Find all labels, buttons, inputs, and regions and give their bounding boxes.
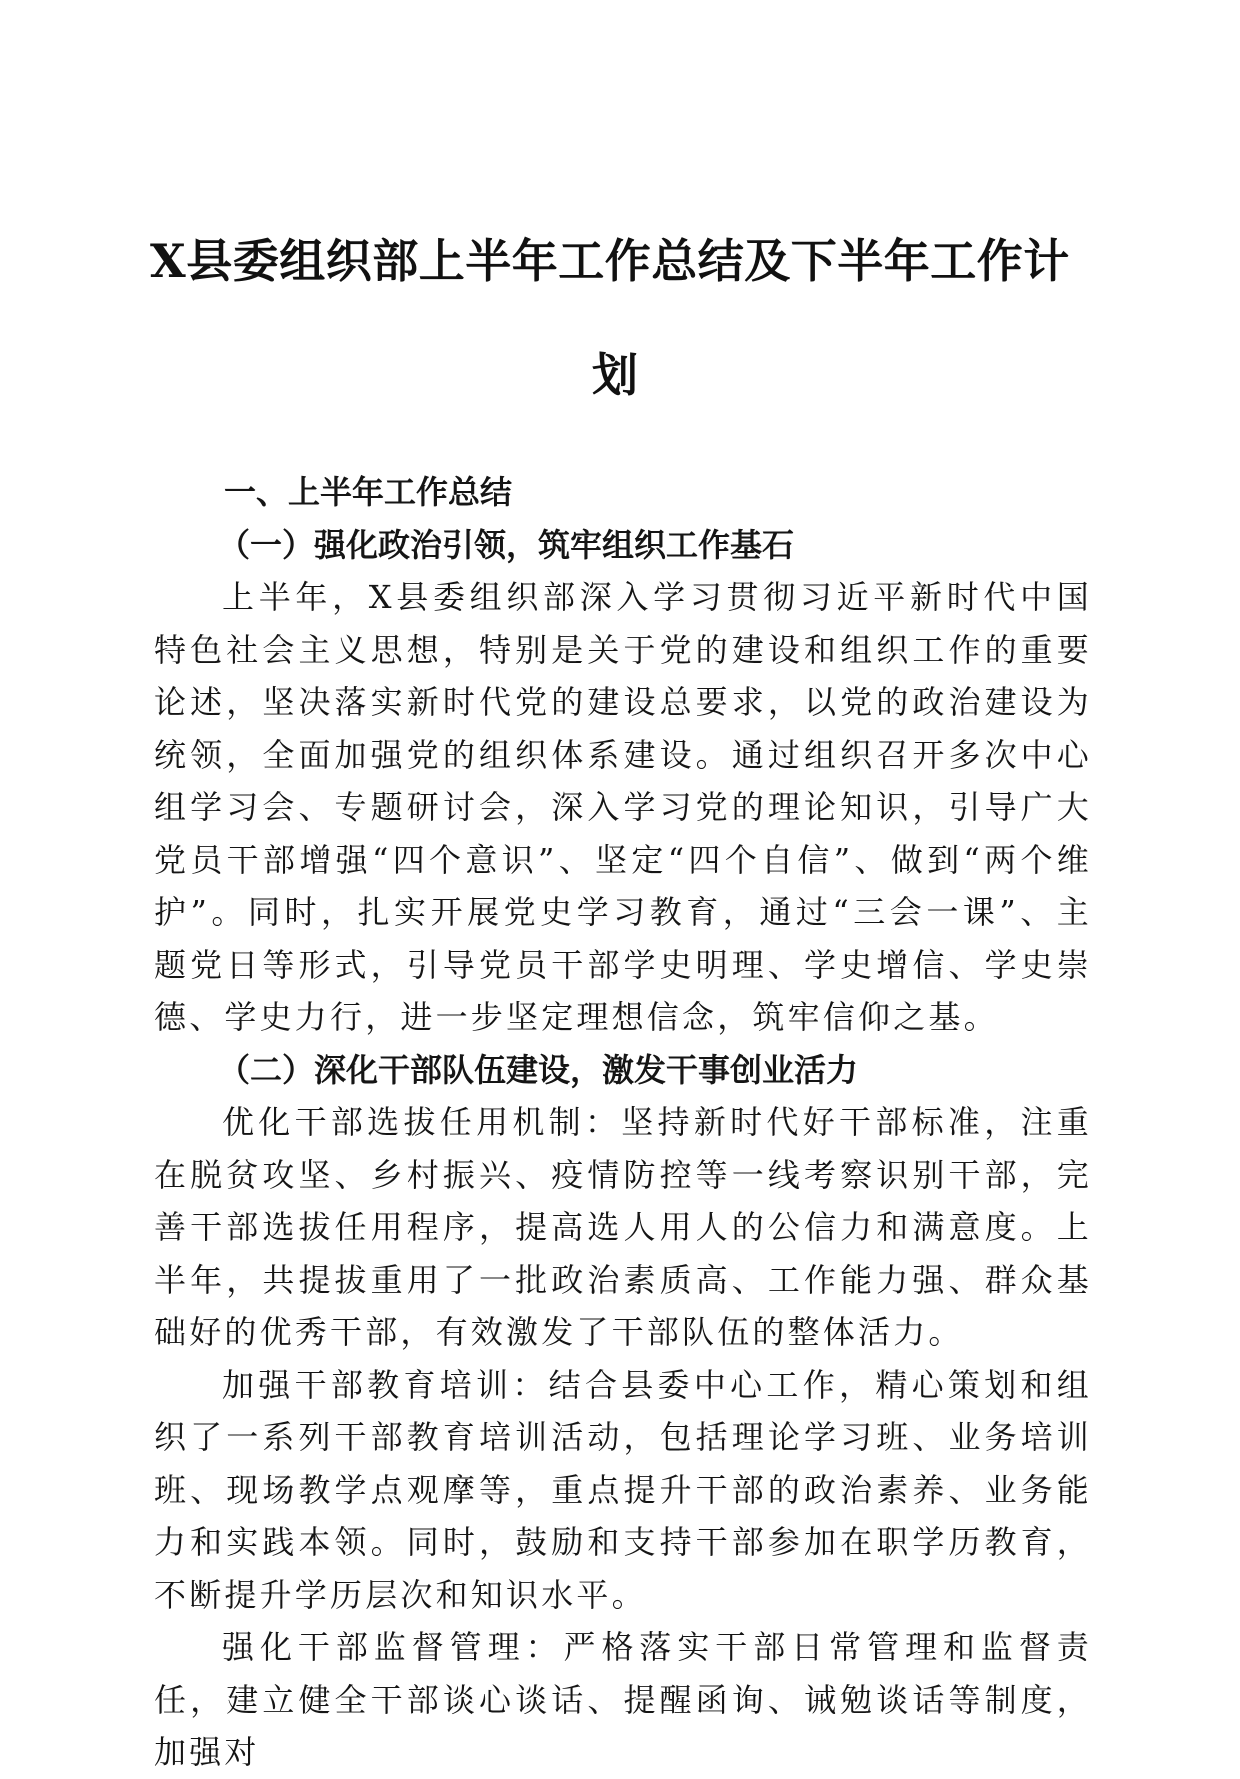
section-heading-1: 一、上半年工作总结 [224, 473, 513, 511]
paragraph-cadre-supervision: 强化干部监督管理：严格落实干部日常管理和监督责任，建立健全干部谈心谈话、提醒函询、诫勉谈话等制度，加强对 [154, 1628, 1092, 1771]
document-title-line-2: 划 [592, 348, 638, 402]
paragraph-cadre-selection: 优化干部选拔任用机制：坚持新时代好干部标准，注重在脱贫攻坚、乡村振兴、疫情防控等一线考察识别干部，完善干部选拔任用程序，提高选人用人的公信力和满意度。上半年，共提拔重用了一批政治素质高、工作能力强、群众基础好的优秀干部，有效激发了干部队伍的整体活力。 [154, 1103, 1092, 1351]
document-title-line-1: X县委组织部上半年工作总结及下半年工作计 [150, 234, 1070, 288]
paragraph-cadre-training: 加强干部教育培训：结合县委中心工作，精心策划和组织了一系列干部教育培训活动，包括理论学习班、业务培训班、现场教学点观摩等，重点提升干部的政治素养、业务能力和实践本领。同时，鼓励和支持干部参加在职学历教育，不断提升学历层次和知识水平。 [154, 1365, 1092, 1614]
paragraph-political-leadership: 上半年，X县委组织部深入学习贯彻习近平新时代中国特色社会主义思想，特别是关于党的建设和组织工作的重要论述，坚决落实新时代党的建设总要求，以党的政治建设为统领，全面加强党的组织体系建设。通过组织召开多次中心组学习会、专题研讨会，深入学习党的理论知识，引导广大党员干部增强“四个意识”、坚定“四个自信”、做到“两个维护”。同时，扎实开展党史学习教育，通过“三会一课”、主题党日等形式，引导党员干部学史明理、学史增信、学史崇德、学史力行，进一步坚定理想信念，筑牢信仰之基。 [154, 578, 1092, 1036]
subsection-heading-2: （二）深化干部队伍建设，激发干事创业活力 [218, 1050, 859, 1089]
subsection-heading-1: （一）强化政治引领，筑牢组织工作基石 [218, 525, 795, 564]
document-body [154, 466, 1092, 1779]
